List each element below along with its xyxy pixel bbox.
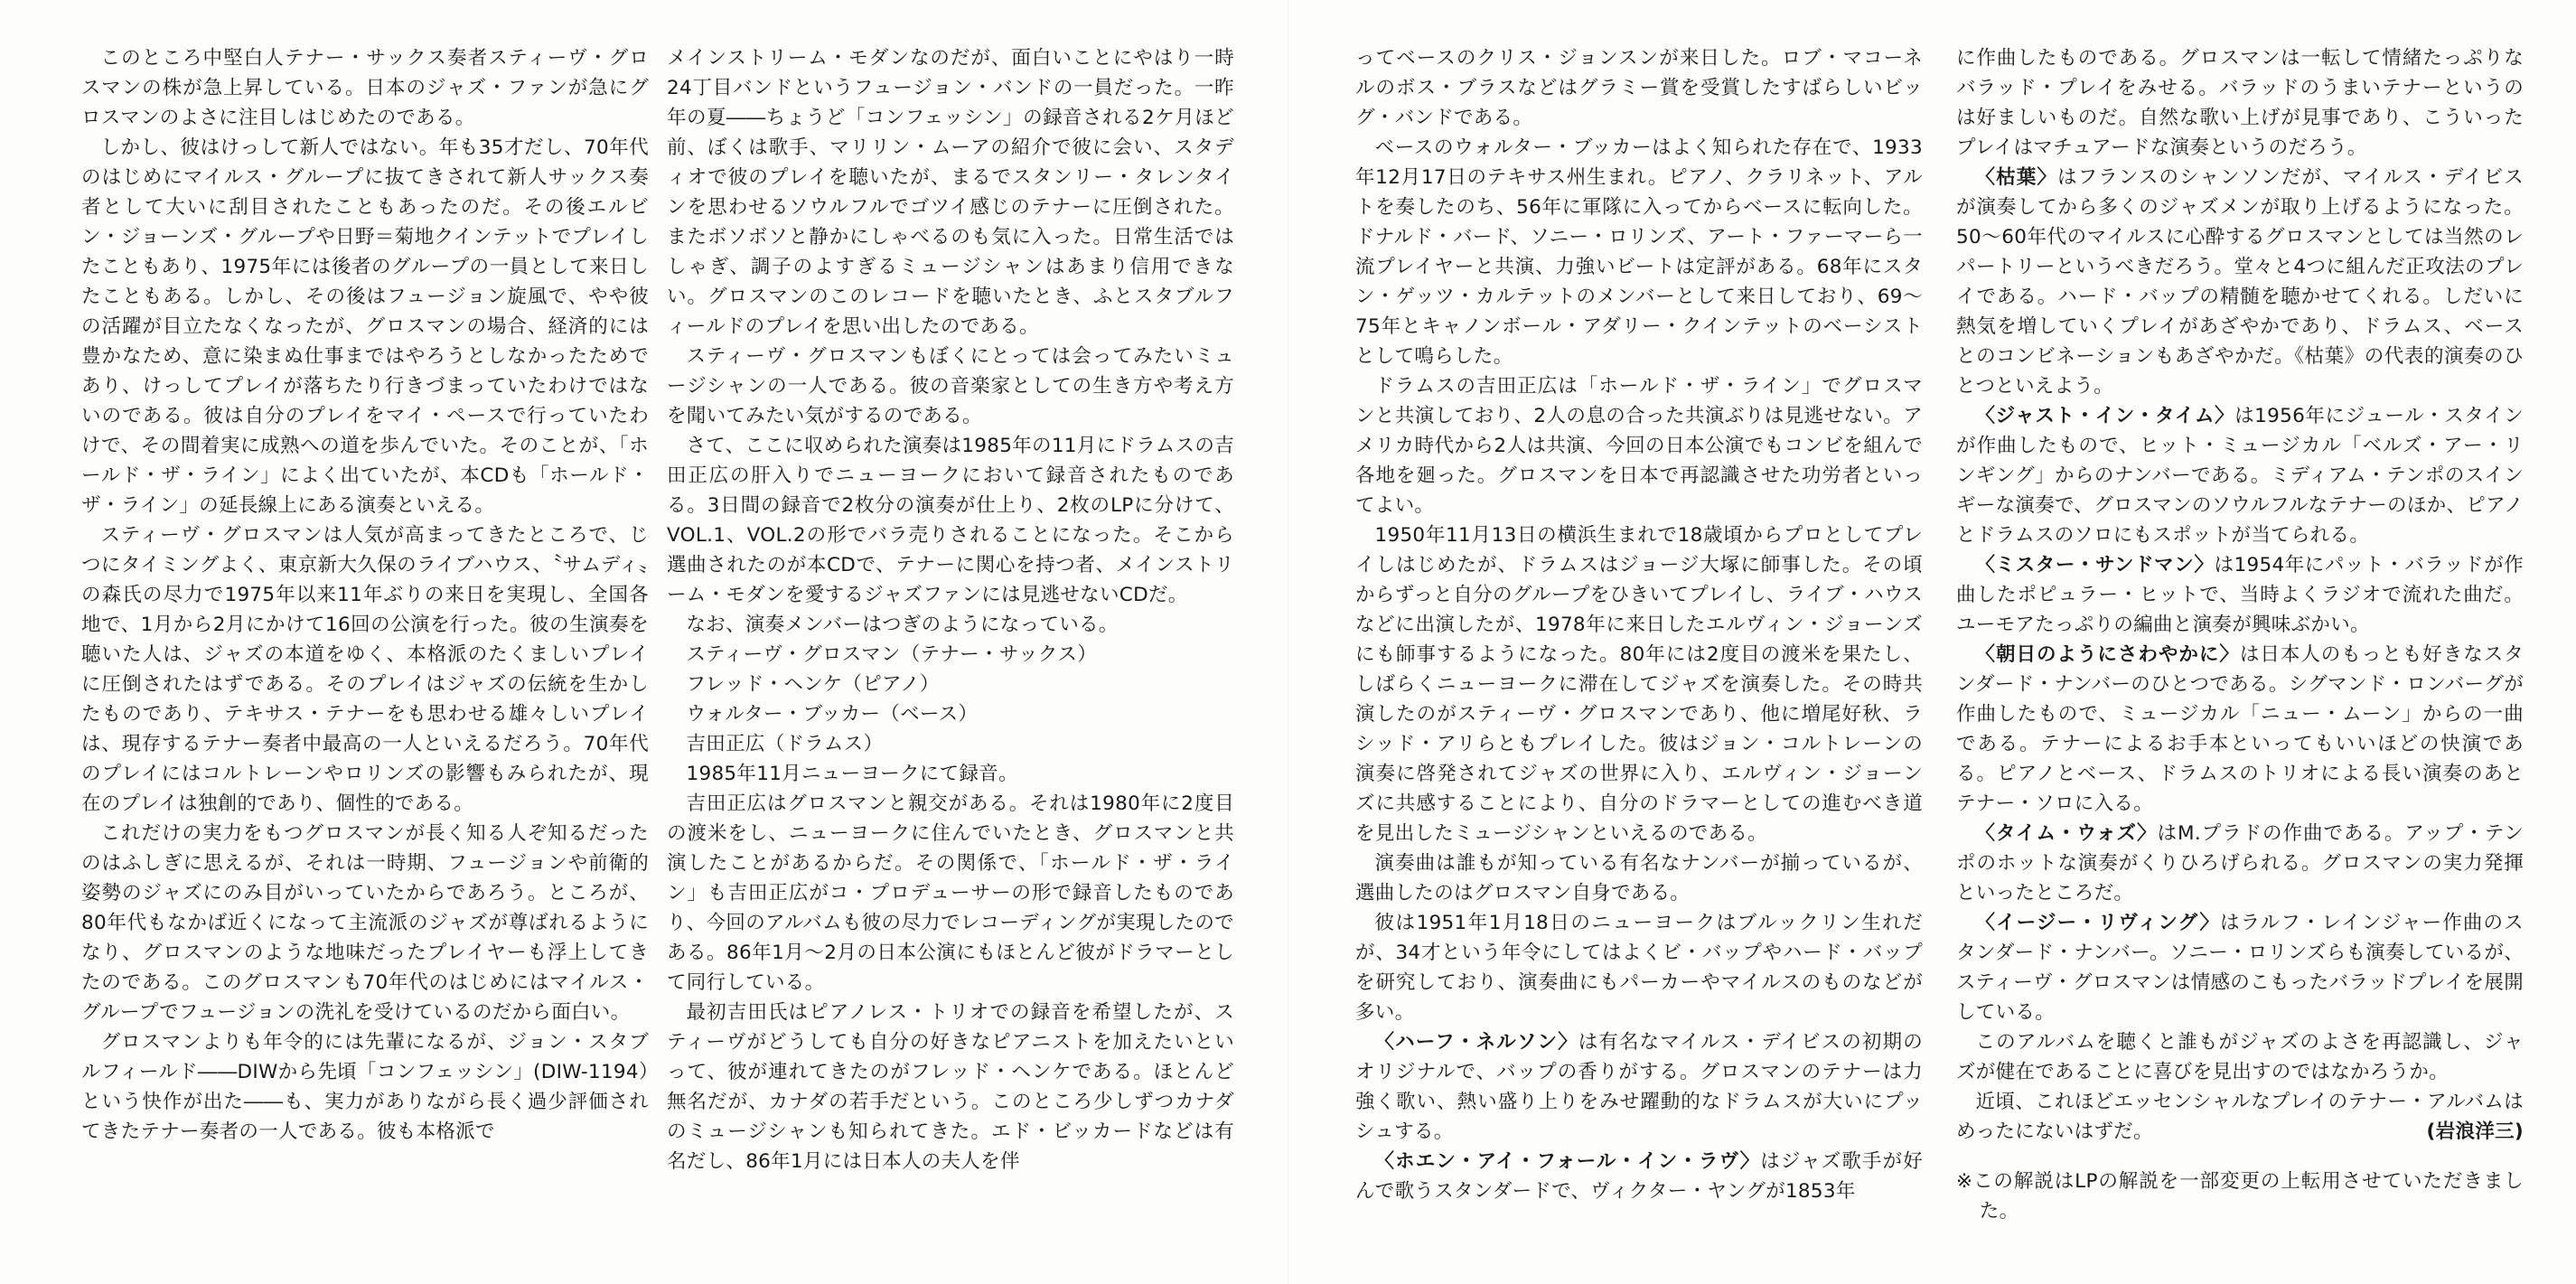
paragraph-text: 彼は1951年1月18日のニューヨークはブルックリン生れだが、34才という年令にしてはよくビ・バップやハード・バップを研究しており、演奏曲にもパーカーやマイルスのものなどが多い。 (1355, 912, 1923, 1024)
paragraph-text: は有名なマイルス・デイビスの初期のオリジナルで、バップの香りがする。グロスマンのテナーは力強く歌い、熱い盛り上りをみせ躍動的なドラムスが大いにプッシュする。 (1355, 1031, 1923, 1143)
paragraph (667, 431, 1234, 610)
paragraph (1355, 848, 1923, 908)
paragraph-text: グロスマンよりも年令的には先輩になるが、ジョン・スタブルフィールド――DIWから先頃「コンフェッシン」(DIW-1194）という快作が出た――も、実力がありながら長く過少評価されてきたテナー奏者の一人である。彼も本格派で (81, 1031, 649, 1143)
paragraph (81, 1027, 649, 1147)
paragraph-text: はラルフ・レインジャー作曲のスタンダード・ナンバー。ソニー・ロリンズらも演奏しているが、スティーヴ・グロスマンは情感のこもったバラッドプレイを展開している。 (1956, 912, 2524, 1024)
paragraph (1956, 1087, 2524, 1147)
track-title: 〈枯葉〉 (1975, 166, 2058, 189)
paragraph-text: は1956年にジュール・スタインが作曲したもので、ヒット・ミュージカル「ベルズ・アー・リンギング」からのナンバーである。ミディアム・テンポのスインギーな演奏で、グロスマンのソウルフルなテナーのほか、ピアノとドラムスのソロにもスポットが当てられる。 (1956, 405, 2524, 547)
track-title: 〈朝日のようにさわやかに〉 (1975, 643, 2240, 666)
paragraph-text: なお、演奏メンバーはつぎのようになっている。 (686, 614, 1119, 636)
paragraph (667, 759, 1234, 789)
paragraph (1956, 908, 2524, 1027)
paragraph (1956, 163, 2524, 401)
paragraph-text: このアルバムを聴くと誰もがジャズのよさを再認識し、ジャズが健在であることに喜びを見出すのではなかろうか。 (1956, 1031, 2524, 1083)
track-title: 〈ミスター・サンドマン〉 (1975, 554, 2215, 576)
paragraph-text: メインストリーム・モダンなのだが、面白いことにやはり一時24丁目バンドというフュージョン・バンドの一員だった。一昨年の夏――ちょうど「コンフェッシン」の録音される2ケ月ほど前、ぼくは歌手、マリリン・ムーアの紹介で彼に会い、スタディオで彼のプレイを聴いたが、まるでスタンリー・タレンタインを思わせるソウルフルでゴツイ感じのテナーに圧倒された。またボソボソと静かにしゃべるのも気に入った。日常生活ではしゃぎ、調子のよすぎるミュージシャンはあまり信用できない。グロスマンのこのレコードを聴いたとき、ふとスタブルフィールドのプレイを思い出したのである。 (667, 47, 1234, 338)
column-3 (1355, 43, 1923, 1254)
paragraph-text: さて、ここに収められた演奏は1985年の11月にドラムスの吉田正広の肝入りでニューヨークにおいて録音されたものである。3日間の録音で2枚分の演奏が仕上り、2枚のLPに分けて、VOL.1、VOL.2の形でバラ売りされることになった。そこから選曲されたのが本CDで、テナーに関心を持つ者、メインストリーム・モダンを愛するジャズファンには見逃せないCDだ。 (667, 435, 1234, 606)
paragraph-text: ベースのウォルター・ブッカーはよく知られた存在で、1933年12月17日のテキサス州生まれ。ピアノ、クラリネット、アルトを奏したのち、56年に軍隊に入ってからベースに転向した。ドナルド・バード、ソニー・ロリンズ、アート・ファーマーら一流プレイヤーと共演、力強いビートは定評がある。68年にスタン・ゲッツ・カルテットのメンバーとして来日しており、69～75年とキャノンボール・アダリー・クインテットのベーシストとして鳴らした。 (1355, 136, 1923, 368)
paragraph-text: このところ中堅白人テナー・サックス奏者スティーヴ・グロスマンの株が急上昇している。日本のジャズ・ファンが急にグロスマンのよさに注目しはじめたのである。 (81, 47, 649, 129)
paragraph (1956, 401, 2524, 550)
paragraph-text: スティーヴ・グロスマンもぼくにとっては会ってみたいミュージシャンの一人である。彼の音楽家としての生き方や考え方を聞いてみたい気がするのである。 (667, 345, 1234, 427)
paragraph (1956, 819, 2524, 908)
paragraph-text: 吉田正広はグロスマンと親交がある。それは1980年に2度目の渡米をし、ニューヨークに住んでいたとき、グロスマンと共演したことがあるからだ。その関係で、「ホールド・ザ・ライン」も吉田正広がコ・プロデューサーの形で録音したものであり、今回のアルバムも彼の尽力でレコーディングが実現したのである。86年1月～2月の日本公演にもほとんど彼がドラマーとして同行している。 (667, 792, 1234, 994)
paragraph-text: はM.プラドの作曲である。アップ・テンポのホットな演奏がくりひろげられる。グロスマンの実力発揮といったところだ。 (1956, 822, 2524, 904)
paragraph-text: 近頃、これほどエッセンシャルなプレイのテナー・アルバムはめったにないはずだ。 (1956, 1091, 2524, 1143)
paragraph (1355, 133, 1923, 371)
paragraph-text: フレッド・ヘンケ（ピアノ） (686, 673, 940, 696)
paragraph-text: 演奏曲は誰もが知っている有名なナンバーが揃っているが、選曲したのはグロスマン自身である。 (1355, 852, 1923, 904)
paragraph (1355, 1027, 1923, 1147)
column-1 (81, 43, 649, 1254)
paragraph (1956, 550, 2524, 640)
author-signature: (岩浪洋三) (2426, 1120, 2524, 1143)
paragraph (667, 670, 1234, 699)
paragraph (1355, 520, 1923, 848)
paragraph (1355, 1147, 1923, 1206)
track-title: 〈ジャスト・イン・タイム〉 (1975, 405, 2235, 427)
paragraph-text: 1985年11月ニューヨークにて録音。 (686, 763, 1018, 785)
paragraph (667, 789, 1234, 998)
track-title: 〈ホエン・アイ・フォール・イン・ラヴ〉 (1374, 1150, 1761, 1173)
paragraph (667, 998, 1234, 1176)
paragraph-text: ってベースのクリス・ジョンスンが来日した。ロブ・マコーネルのボス・ブラスなどはグラミー賞を受賞したすばらしいビッグ・バンドである。 (1355, 47, 1923, 129)
paragraph (667, 729, 1234, 759)
paragraph-text: はジャズ歌手が好んで歌うスタンダードで、ヴィクター・ヤングが1853年 (1355, 1150, 1923, 1203)
paragraph (1956, 640, 2524, 819)
column-2 (667, 43, 1234, 1254)
paragraph-text: 1950年11月13日の横浜生まれで18歳頃からプロとしてプレイしはじめたが、ドラムスはジョージ大塚に師事した。その頃からずっと自分のグループをひきいてプレイし、ライブ・ハウスなどに出演したが、1978年に来日したエルヴィン・ジョーンズにも師事するようになった。80年には2度目の渡米を果たし、しばらくニューヨークに滞在してジャズを演奏した。その時共演したのがスティーヴ・グロスマンであり、他に増尾好秋、ラシッド・アリらともプレイした。彼はジョン・コルトレーンの演奏に啓発されてジャズの世界に入り、エルヴィン・ジョーンズに共感することにより、自分のドラマーとしての進むべき道を見出したミュージシャンといえるのである。 (1355, 524, 1923, 845)
paragraph (667, 640, 1234, 670)
paragraph (667, 699, 1234, 729)
paragraph (81, 43, 649, 133)
track-title: 〈ハーフ・ネルソン〉 (1374, 1031, 1578, 1054)
paragraph-text: は日本人のもっとも好きなスタンダード・ナンバーのひとつである。シグマンド・ロンバーグが作曲したもので、ミュージカル「ニュー・ムーン」からの一曲である。テナーによるお手本といってもいいほどの快演である。ピアノとベース、ドラムスのトリオによる長い演奏のあとテナー・ソロに入る。 (1956, 643, 2524, 815)
track-title: 〈イージー・リヴィング〉 (1975, 912, 2221, 934)
paragraph (667, 342, 1234, 431)
paragraph-text: に作曲したものである。グロスマンは一転して情緒たっぷりなバラッド・プレイをみせる。バラッドのうまいテナーというのは好ましいものだ。自然な歌い上げが見事であり、こういったプレイはマチュアードな演奏というのだろう。 (1956, 47, 2524, 159)
column-4 (1956, 43, 2524, 1254)
paragraph-text: はフランスのシャンソンだが、マイルス・デイビスが演奏してから多くのジャズメンが取り上げるようになった。50～60年代のマイルスに心酔するグロスマンとしては当然のレパートリーというべきだろう。堂々と4つに組んだ正攻法のプレイである。ハード・バップの精髄を聴かせてくれる。しだいに熱気を増していくプレイがあざやかであり、ドラムス、ベースとのコンビネーションもあざやかだ。《枯葉》の代表的演奏のひとつといえよう。 (1956, 166, 2524, 398)
paragraph-text: しかし、彼はけっして新人ではない。年も35才だし、70年代のはじめにマイルス・グループに抜てきされて新人サックス奏者として大いに刮目されたこともあったのだ。その後エルビン・ジョーンズ・グループや日野＝菊地クインテットでプレイしたこともあり、1975年には後者のグループの一員として来日したこともある。しかし、その後はフュージョン旋風で、やや彼の活躍が目立たなくなったが、グロスマンの場合、経済的には豊かなため、意に染まぬ仕事まではやろうとしなかったためであり、けっしてプレイが落ちたり行きづまっていたわけではないのである。彼は自分のプレイをマイ・ペースで行っていたわけで、その間着実に成熟への道を歩んでいた。そのことが、「ホールド・ザ・ライン」によく出ていたが、本CDも「ホールド・ザ・ライン」の延長線上にある演奏といえる。 (81, 136, 649, 517)
paragraph (1956, 43, 2524, 163)
paragraph-text: 最初吉田氏はピアノレス・トリオでの録音を希望したが、スティーヴがどうしても自分の好きなピアニストを加えたいといって、彼が連れてきたのがフレッド・ヘンケである。ほとんど無名だが、カナダの若手だという。このところ少しずつカナダのミュージシャンも知られてきた。エド・ビッカードなどは有名だし、86年1月には日本人の夫人を伴 (667, 1001, 1234, 1173)
paragraph (667, 610, 1234, 640)
paragraph (667, 43, 1234, 342)
track-title: 〈タイム・ウォズ〉 (1975, 822, 2158, 845)
paragraph-text: ウォルター・ブッカー（ベース） (686, 703, 979, 726)
paragraph (81, 819, 649, 1027)
paragraph-text: は1954年にパット・バラッドが作曲したポピュラー・ヒットで、当時よくラジオで流れた曲だ。ユーモアたっぷりの編曲と演奏が興味ぶかい。 (1956, 554, 2524, 636)
paragraph (81, 520, 649, 819)
paragraph (1355, 43, 1923, 133)
paragraph-text: スティーヴ・グロスマン（テナー・サックス） (686, 643, 1098, 666)
paragraph-text: スティーヴ・グロスマンは人気が高まってきたところで、じつにタイミングよく、東京新大久保のライブハウス、〝サムディ〟の森氏の尽力で1975年以来11年ぶりの来日を実現し、全国各地で、1月から2月にかけて16回の公演を行った。彼の生演奏を聴いた人は、ジャズの本道をゆく、本格派のたくましいプレイに圧倒されたはずである。そのプレイはジャズの伝統を生かしたものであり、テキサス・テナーをも思わせる雄々しいプレイは、現存するテナー奏者中最高の一人といえるだろう。70年代のプレイにはコルトレーンやロリンズの影響もみられたが、現在のプレイは独創的であり、個性的である。 (81, 524, 649, 815)
paragraph (81, 133, 649, 520)
paragraph-text: これだけの実力をもつグロスマンが長く知る人ぞ知るだったのはふしぎに思えるが、それは一時期、フュージョンや前衛的姿勢のジャズにのみ目がいっていたからであろう。ところが、80年代もなかば近くになって主流派のジャズが尊ばれるようになり、グロスマンのような地味だったプレイヤーも浮上してきたのである。このグロスマンも70年代のはじめにはマイルス・グループでフュージョンの洗礼を受けているのだから面白い。 (81, 822, 649, 1024)
paragraph (1355, 371, 1923, 520)
footnote: ※この解説はLPの解説を一部変更の上転用させていただきました。 (1956, 1170, 2524, 1223)
paragraph (1956, 1027, 2524, 1087)
paragraph-text: 吉田正広（ドラムス） (686, 733, 884, 755)
paragraph-text: ドラムスの吉田正広は「ホールド・ザ・ライン」でグロスマンと共演しており、2人の息の合った共演ぶりは見逃せない。アメリカ時代から2人は共演、今回の日本公演でもコンビを組んで各地を廻った。グロスマンを日本で再認識させた功労者といってよい。 (1355, 375, 1923, 517)
paragraph (1355, 908, 1923, 1027)
